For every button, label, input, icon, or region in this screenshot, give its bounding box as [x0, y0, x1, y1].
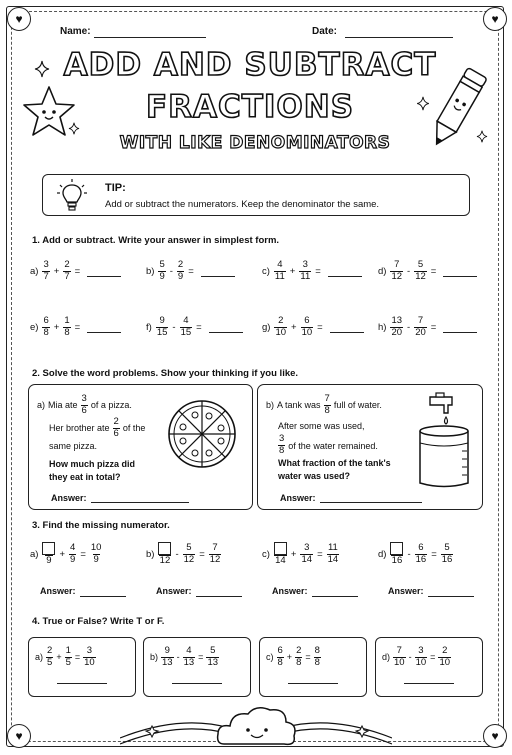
- missing-numerator-box[interactable]: [390, 542, 403, 555]
- problem-4: [378, 260, 477, 283]
- problem-letter: b): [146, 265, 155, 277]
- word-problem-a-line2-pre: Her brother ate: [49, 422, 110, 433]
- fraction: $\frac{4}{11}$: [274, 259, 285, 282]
- fraction: $\frac{7}{10}$: [394, 645, 405, 668]
- heart-icon: ♥: [7, 7, 31, 31]
- problem-letter: f): [146, 321, 152, 333]
- word-problem-b-text: [266, 394, 416, 482]
- answer-field[interactable]: [172, 683, 222, 684]
- word-problem-b-letter: b): [266, 400, 275, 411]
- problem-letter: b): [150, 652, 159, 663]
- fraction: $\frac{2}{6}$: [113, 415, 119, 439]
- fraction: $\frac{3}{6}$: [81, 393, 87, 416]
- missing-numerator-box[interactable]: [274, 542, 287, 555]
- equals-sign: =: [196, 321, 202, 333]
- equals-sign: =: [305, 652, 311, 663]
- fraction: $\frac{3}{10}$: [84, 645, 95, 668]
- word-problem-b-answer-field[interactable]: [320, 502, 422, 503]
- name-label: Name:: [60, 26, 91, 37]
- fraction: $\frac{8}{8}$: [314, 645, 320, 668]
- fraction: $\frac{5}{12}$: [415, 259, 426, 282]
- operator: -: [169, 265, 173, 277]
- word-problem-a-line3: same pizza.: [49, 440, 98, 451]
- problem-letter: a): [35, 652, 44, 663]
- word-problem-a-line1-post: of a pizza.: [90, 400, 132, 411]
- operator: +: [286, 652, 293, 663]
- problem-letter: b): [146, 548, 155, 560]
- problem-5: [30, 316, 121, 339]
- fraction: $\frac{11}{14}$: [327, 542, 339, 565]
- word-problem-b-line1-pre: A tank was: [277, 400, 321, 411]
- operator: +: [289, 265, 296, 277]
- operator: +: [290, 548, 297, 560]
- word-problem-a-line1-pre: Mia ate: [48, 400, 78, 411]
- fraction: $\frac{13}{20}$: [391, 315, 403, 338]
- problem-letter: d): [378, 548, 387, 560]
- problem-6: [146, 316, 243, 339]
- name-field[interactable]: [94, 37, 206, 38]
- equals-sign: =: [74, 652, 81, 663]
- operator: +: [53, 321, 60, 333]
- equals-sign: =: [315, 265, 321, 277]
- problem-letter: a): [30, 548, 39, 560]
- fraction: $\frac{2}{10}$: [439, 645, 451, 668]
- fraction: $\frac{1}{5}$: [65, 645, 71, 668]
- fraction: $\frac{7}{12}$: [209, 542, 221, 565]
- fraction: 14: [274, 542, 287, 567]
- pizza-icon: [167, 399, 237, 469]
- word-problem-a-answer-field[interactable]: [91, 502, 189, 503]
- equals-sign: =: [431, 548, 437, 560]
- answer-label: Answer:: [272, 586, 308, 596]
- title-line-2: FRACTIONS: [145, 89, 355, 125]
- word-problem-b-question-1: What fraction of the tank's: [278, 458, 391, 469]
- answer-field[interactable]: [443, 266, 477, 277]
- date-field[interactable]: [345, 37, 453, 38]
- operator: -: [407, 321, 411, 333]
- fraction: $\frac{6}{8}$: [277, 645, 283, 668]
- true-false-box-4: [375, 637, 483, 697]
- title-line-1: ADD AND SUBTRACT: [63, 47, 437, 83]
- tip-label: TIP:: [105, 182, 126, 194]
- fraction: $\frac{5}{9}$: [159, 259, 165, 282]
- word-problem-b-line3-post: of the water remained.: [288, 440, 378, 451]
- sparkle-icon: [68, 122, 80, 135]
- fraction: $\frac{10}{9}$: [90, 542, 102, 565]
- fraction: $\frac{2}{5}$: [47, 645, 53, 668]
- answer-field[interactable]: [330, 322, 364, 333]
- missing-numerator-problem-1: [30, 542, 102, 567]
- sparkle-icon: [476, 130, 488, 143]
- word-problem-b-question-2: water was used?: [278, 470, 351, 481]
- word-problem-b-answer-label: Answer:: [280, 493, 316, 503]
- fraction: $\frac{7}{20}$: [415, 315, 426, 338]
- sparkle-icon: [416, 96, 430, 111]
- equals-sign: =: [430, 321, 437, 333]
- operator: +: [53, 265, 60, 277]
- fraction: $\frac{3}{8}$: [279, 433, 285, 457]
- answer-field[interactable]: [80, 596, 126, 597]
- fraction: $\frac{1}{8}$: [64, 315, 70, 338]
- equals-sign: =: [317, 321, 323, 333]
- answer-field[interactable]: [288, 683, 338, 684]
- answer-field[interactable]: [443, 322, 477, 333]
- problem-3: [262, 260, 362, 283]
- problem-8: [378, 316, 477, 339]
- fraction: $\frac{6}{16}$: [415, 542, 427, 565]
- word-problem-a-question-1: How much pizza did: [49, 459, 136, 470]
- answer-label: Answer:: [156, 586, 192, 596]
- fraction: $\frac{5}{12}$: [183, 542, 195, 565]
- fraction: $\frac{2}{7}$: [64, 259, 70, 282]
- true-false-box-3: [259, 637, 367, 697]
- operator: +: [291, 321, 297, 333]
- answer-field[interactable]: [404, 683, 454, 684]
- word-problem-a-answer-label: Answer:: [51, 493, 87, 503]
- word-problem-b-line2: After some was used,: [278, 420, 365, 431]
- fraction: $\frac{2}{9}$: [177, 259, 184, 282]
- fraction: $\frac{2}{10}$: [275, 315, 287, 338]
- fraction: $\frac{4}{13}$: [183, 645, 195, 668]
- problem-letter: d): [382, 652, 391, 663]
- problem-letter: d): [378, 265, 387, 277]
- equals-sign: =: [188, 265, 194, 277]
- problem-letter: g): [262, 321, 271, 333]
- fraction: 16: [390, 542, 403, 567]
- missing-numerator-problem-4: [378, 542, 453, 567]
- equals-sign: =: [199, 548, 205, 560]
- word-problem-a-line2-post: of the: [122, 422, 146, 433]
- cloud-rainbow-icon: [120, 700, 392, 750]
- answer-field[interactable]: [428, 596, 474, 597]
- tip-text: Add or subtract the numerators. Keep the denominator the same.: [105, 199, 380, 210]
- section-1-heading: 1. Add or subtract. Write your answer in simplest form.: [32, 235, 280, 246]
- operator: +: [59, 548, 66, 560]
- problem-letter: c): [262, 548, 270, 560]
- operator: +: [56, 652, 62, 663]
- operator: -: [172, 321, 176, 333]
- fraction: $\frac{4}{9}$: [70, 542, 76, 565]
- fraction: $\frac{9}{13}$: [162, 645, 173, 668]
- fraction: 9: [42, 542, 55, 567]
- problem-letter: e): [30, 321, 39, 333]
- fraction: $\frac{5}{16}$: [441, 542, 453, 565]
- equals-sign: =: [74, 265, 81, 277]
- operator: -: [408, 652, 412, 663]
- equals-sign: =: [198, 652, 204, 663]
- answer-field[interactable]: [87, 266, 121, 277]
- fraction: $\frac{3}{7}$: [43, 259, 49, 282]
- answer-label: Answer:: [40, 586, 76, 596]
- word-problem-a-text: [37, 394, 169, 483]
- fraction: $\frac{4}{15}$: [180, 315, 192, 338]
- operator: -: [407, 548, 411, 560]
- fraction: $\frac{9}{15}$: [156, 315, 168, 338]
- operator: -: [407, 265, 411, 277]
- missing-numerator-problem-2: [146, 542, 221, 567]
- true-false-box-1: [28, 637, 136, 697]
- fraction: $\frac{6}{8}$: [43, 315, 49, 338]
- answer-field[interactable]: [57, 683, 107, 684]
- true-false-equation: [382, 646, 451, 669]
- problem-letter: h): [378, 321, 387, 333]
- section-3-heading: 3. Find the missing numerator.: [32, 520, 170, 531]
- missing-numerator-box[interactable]: [42, 542, 55, 555]
- problem-2: [146, 260, 235, 283]
- fraction: $\frac{7}{8}$: [324, 393, 330, 416]
- lightbulb-icon: [57, 179, 87, 213]
- fraction: $\frac{3}{10}$: [415, 645, 427, 668]
- fraction: $\frac{5}{13}$: [207, 645, 219, 668]
- word-problem-b-line1-post: full of water.: [333, 400, 382, 411]
- true-false-equation: [266, 646, 321, 669]
- heart-icon: ♥: [7, 724, 31, 748]
- answer-field[interactable]: [196, 596, 242, 597]
- true-false-box-2: [143, 637, 251, 697]
- fraction: $\frac{2}{8}$: [296, 645, 302, 668]
- answer-field[interactable]: [312, 596, 358, 597]
- fraction: $\frac{6}{10}$: [301, 315, 313, 338]
- answer-field[interactable]: [201, 266, 235, 277]
- fraction: 12: [158, 542, 171, 567]
- word-problem-a-letter: a): [37, 400, 46, 411]
- missing-numerator-problem-3: [262, 542, 339, 567]
- date-label: Date:: [312, 26, 338, 37]
- section-2-heading: 2. Solve the word problems. Show your thinking if you like.: [32, 368, 299, 379]
- equals-sign: =: [430, 265, 437, 277]
- problem-7: [262, 316, 364, 339]
- operator: -: [175, 548, 179, 560]
- sparkle-icon: [34, 60, 50, 78]
- section-4-heading: 4. True or False? Write T or F.: [32, 616, 165, 627]
- problem-letter: c): [262, 265, 270, 277]
- missing-numerator-box[interactable]: [158, 542, 171, 555]
- equals-sign: =: [80, 548, 86, 560]
- answer-label: Answer:: [388, 586, 424, 596]
- fraction: $\frac{3}{11}$: [300, 259, 311, 282]
- word-problem-b: [257, 384, 483, 510]
- true-false-equation: [35, 646, 96, 669]
- problem-letter: a): [30, 265, 39, 277]
- word-problem-a: [28, 384, 253, 510]
- heart-icon: ♥: [483, 724, 507, 748]
- tip-box: [42, 174, 470, 216]
- heart-icon: ♥: [483, 7, 507, 31]
- problem-1: [30, 260, 121, 283]
- fraction: $\frac{3}{14}$: [301, 542, 313, 565]
- problem-letter: c): [266, 652, 274, 663]
- water-tank-icon: [412, 391, 476, 491]
- true-false-equation: [150, 646, 219, 669]
- title-line-3: WITH LIKE DENOMINATORS: [119, 133, 391, 153]
- answer-field[interactable]: [209, 322, 243, 333]
- equals-sign: =: [74, 321, 81, 333]
- answer-field[interactable]: [87, 322, 121, 333]
- answer-field[interactable]: [328, 266, 362, 277]
- equals-sign: =: [317, 548, 323, 560]
- operator: -: [176, 652, 180, 663]
- equals-sign: =: [430, 652, 436, 663]
- fraction: $\frac{7}{12}$: [391, 259, 403, 282]
- word-problem-a-question-2: they eat in total?: [49, 471, 121, 482]
